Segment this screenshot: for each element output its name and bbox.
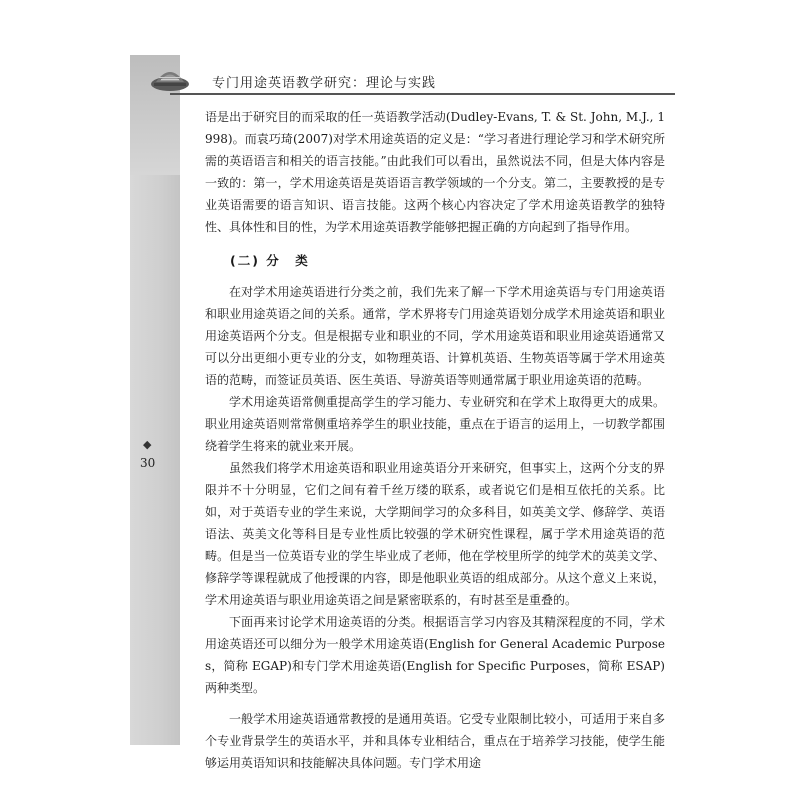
paragraph-6: 一般学术用途英语通常教授的是通用英语。它受专业限制比较小，可适用于来自多个专业背景学生的英语水平，并和具体专业相结合，重点在于培养学习技能，使学生能够运用英语知识和技能解决具体问题。专门学术用途 <box>205 712 665 770</box>
book-page <box>130 55 675 770</box>
running-header <box>130 61 675 95</box>
paragraph-5: 下面再来讨论学术用途英语的分类。根据语言学习内容及其精深程度的不同，学术用途英语还可以细分为一般学术用途英语(English for General Academic Purposes，简称 EGAP)和专门学术用途英语(English for Specific Purposes，简称 ESAP)两种类型。 <box>205 615 665 695</box>
paragraph-1: 语是出于研究目的而采取的任一英语教学活动(Dudley-Evans, T. & St. John, M.J., 1998)。而袁巧琦(2007)对学术用途英语的定义是：“学习者进行理论学习和学术研究所需的英语语言和相关的语言技能。”由此我们可以看出，虽然说法不同，但是大体内容是一致的：第一，学术用途英语是英语语言教学领域的一个分支。第二，主要教授的是专业英语需要的语言知识、语言技能。这两个核心内容决定了学术用途英语教学的独特性、具体性和目的性，为学术用途英语教学能够把握正确的方向起到了指导作用。 <box>205 110 665 234</box>
running-header-title: 专门用途英语教学研究：理论与实践 <box>212 76 437 91</box>
section-heading: (二) 分 类 <box>230 253 310 268</box>
diamond-icon: ◆ <box>143 438 152 451</box>
page-number: 30 <box>140 456 156 470</box>
book-logo-icon <box>150 64 190 92</box>
paragraph-4: 虽然我们将学术用途英语和职业用途英语分开来研究，但事实上，这两个分支的界限并不十分明显，它们之间有着千丝万缕的联系，或者说它们是相互依托的关系。比如，对于英语专业的学生来说，大学期间学习的众多科目，如英美文学、修辞学、英语语法、英美文化等科目是专业性质比较强的学术研究性课程，属于学术用途英语的范畴。但是当一位英语专业的学生毕业成了老师，他在学校里所学的纯学术的英美文学、修辞学等课程就成了他授课的内容，即是他职业英语的组成部分。从这个意义上来说，学术用途英语与职业用途英语之间是紧密联系的，有时甚至是重叠的。 <box>205 461 665 607</box>
body-text <box>205 106 665 774</box>
header-rule <box>170 93 675 95</box>
paragraph-3: 学术用途英语常侧重提高学生的学习能力、专业研究和在学术上取得更大的成果。职业用途英语则常常侧重培养学生的职业技能，重点在于语言的运用上，一切教学都围绕着学生将来的就业来开展。 <box>205 395 665 453</box>
page-margin-strip <box>130 55 180 745</box>
paragraph-2: 在对学术用途英语进行分类之前，我们先来了解一下学术用途英语与专门用途英语和职业用途英语之间的关系。通常，学术界将专门用途英语划分成学术用途英语和职业用途英语两个分支。但是根据专业和职业的不同，学术用途英语和职业用途英语通常又可以分出更细小更专业的分支，如物理英语、计算机英语、生物英语等属于学术用途英语的范畴，而签证员英语、医生英语、导游英语等则通常属于职业用途英语的范畴。 <box>205 285 665 387</box>
